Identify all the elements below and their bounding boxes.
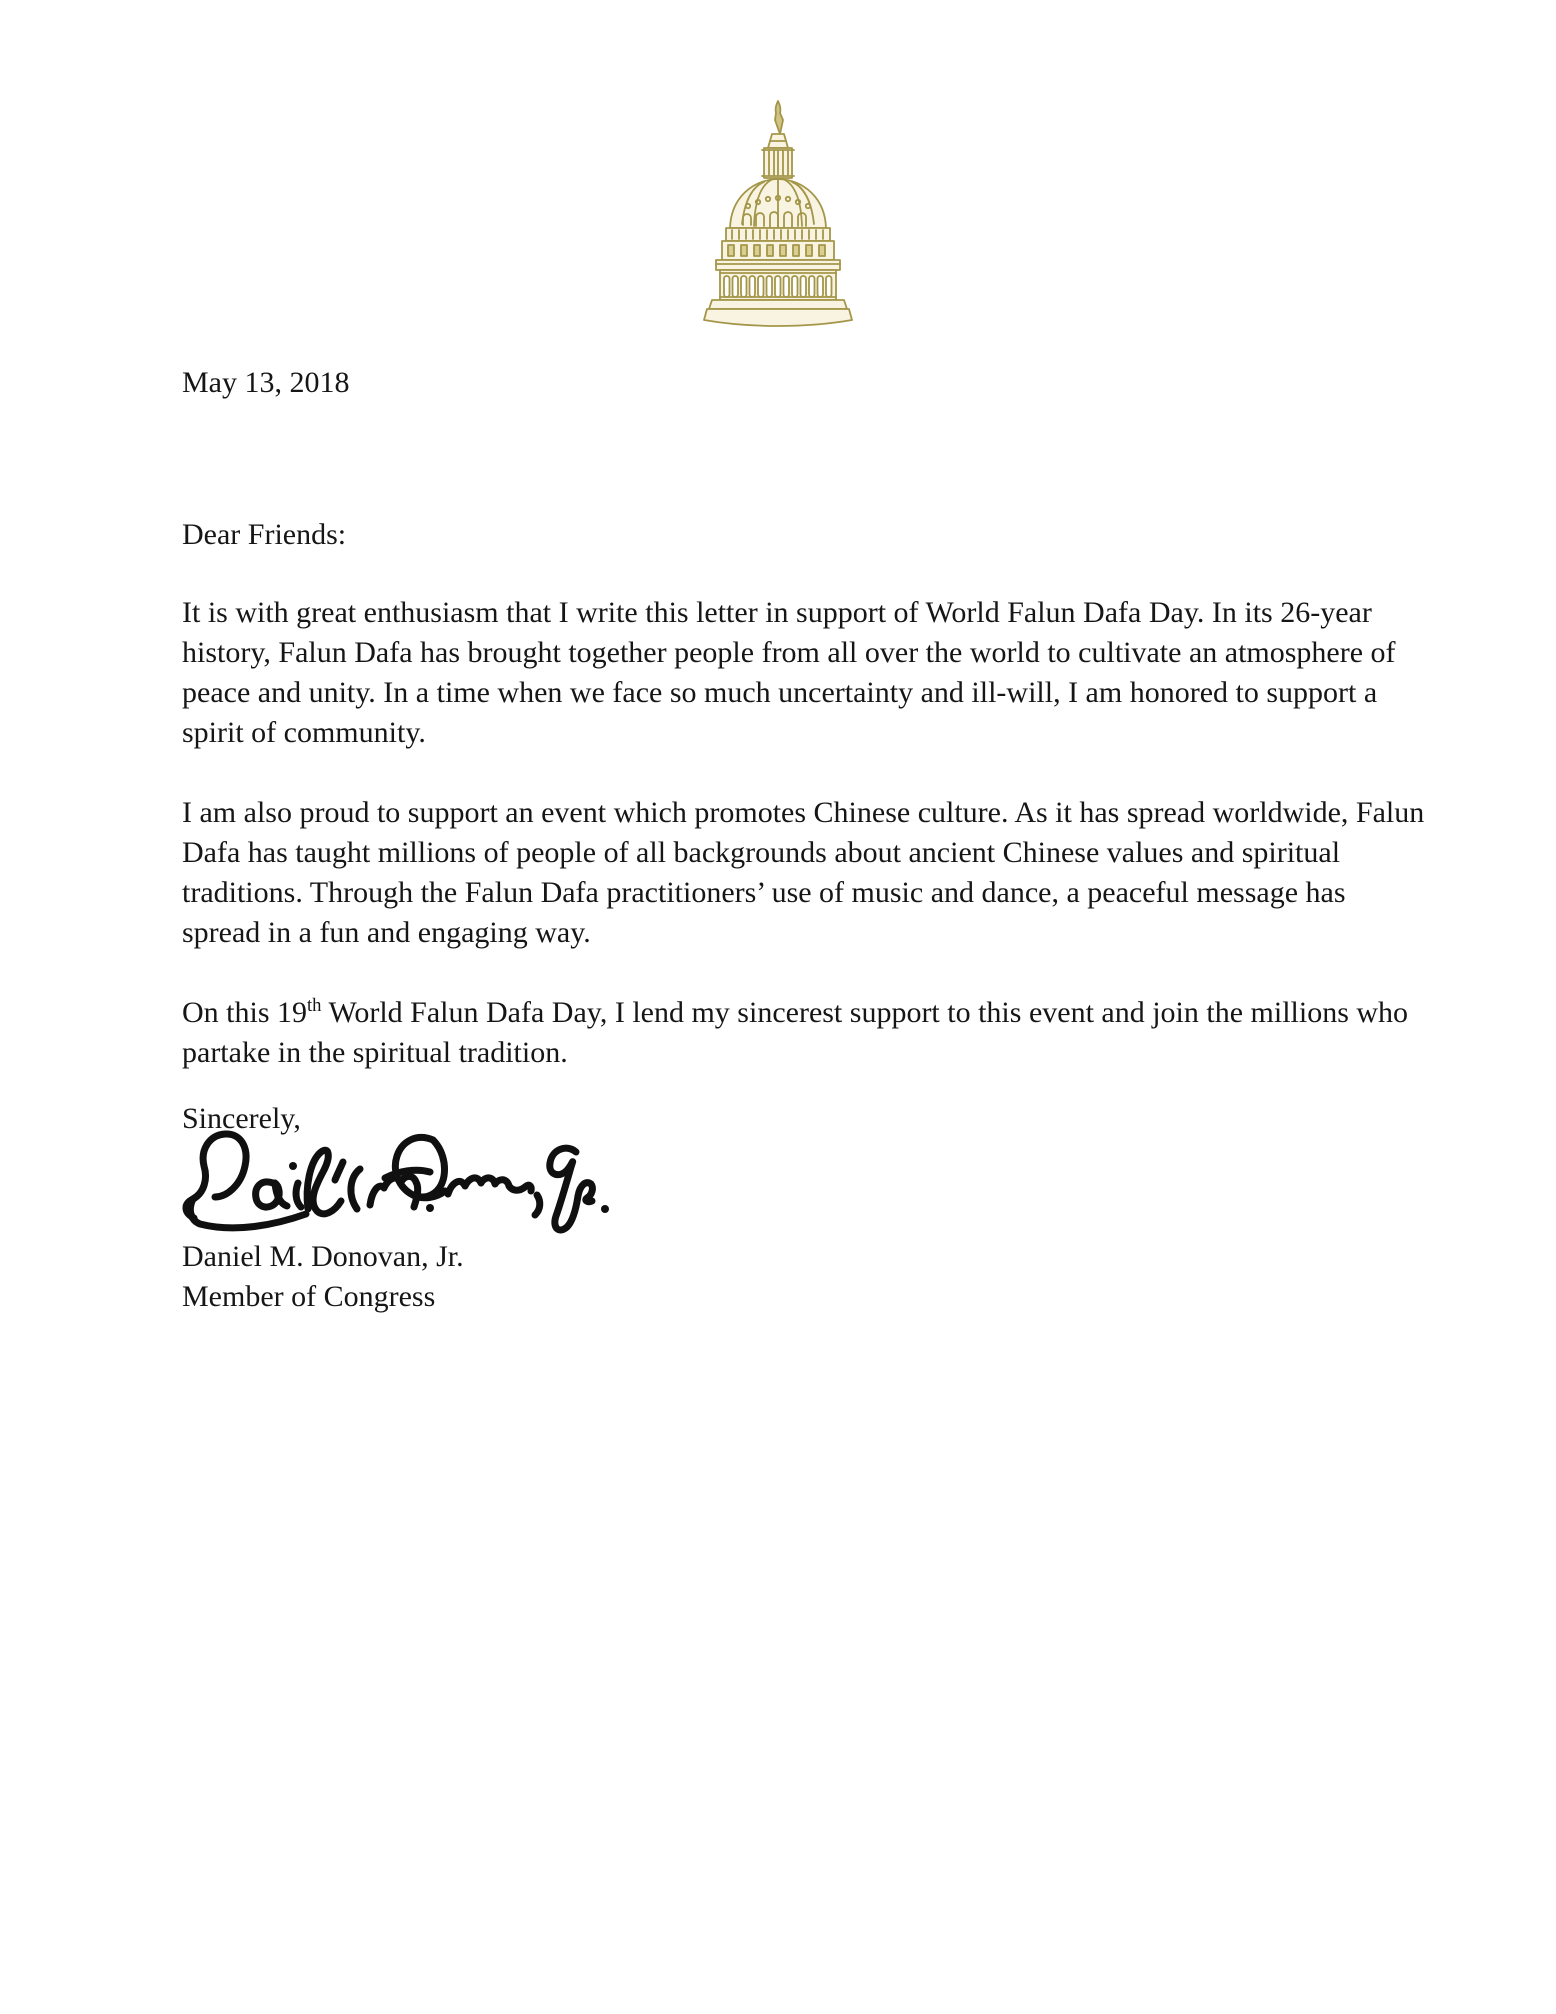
closing: Sincerely, [182,1102,301,1135]
paragraph-3 [182,993,1427,1073]
ordinal-suffix: th [307,995,322,1016]
signer-title: Member of Congress [182,1280,436,1313]
paragraph-1: It is with great enthusiasm that I write this letter in support of World Falun Dafa Day. In its 26-year history, Falun Dafa has brought together people from all over the world to cultivate an atmosphere of peace and unity. In a time when we face so much uncertainty and ill-will, I am honored to support a spirit of community. [182,596,1396,749]
letter-body [182,363,1427,1317]
signature-daniel-donovan-icon [180,1121,625,1243]
paragraph-3-end: World Falun Dafa Day, I lend my sincerest support to this event and join the millions who partake in the spiritual tradition. [182,996,1409,1069]
capitol-dome-icon [702,98,854,330]
signature-block [180,1121,1427,1243]
signer-name: Daniel M. Donovan, Jr. [182,1240,464,1273]
paragraph-2: I am also proud to support an event which promotes Chinese culture. As it has spread worldwide, Falun Dafa has taught millions of people of all backgrounds about ancient Chinese values and spiritual traditions. Through the Falun Dafa practitioners’ use of music and dance, a peaceful message has spread in a fun and engaging way. [182,796,1425,949]
paragraph-3-start: On this 19 [182,996,308,1029]
capitol-dome-emblem [702,98,854,330]
salutation: Dear Friends: [182,518,347,551]
letter-date: May 13, 2018 [182,366,350,399]
